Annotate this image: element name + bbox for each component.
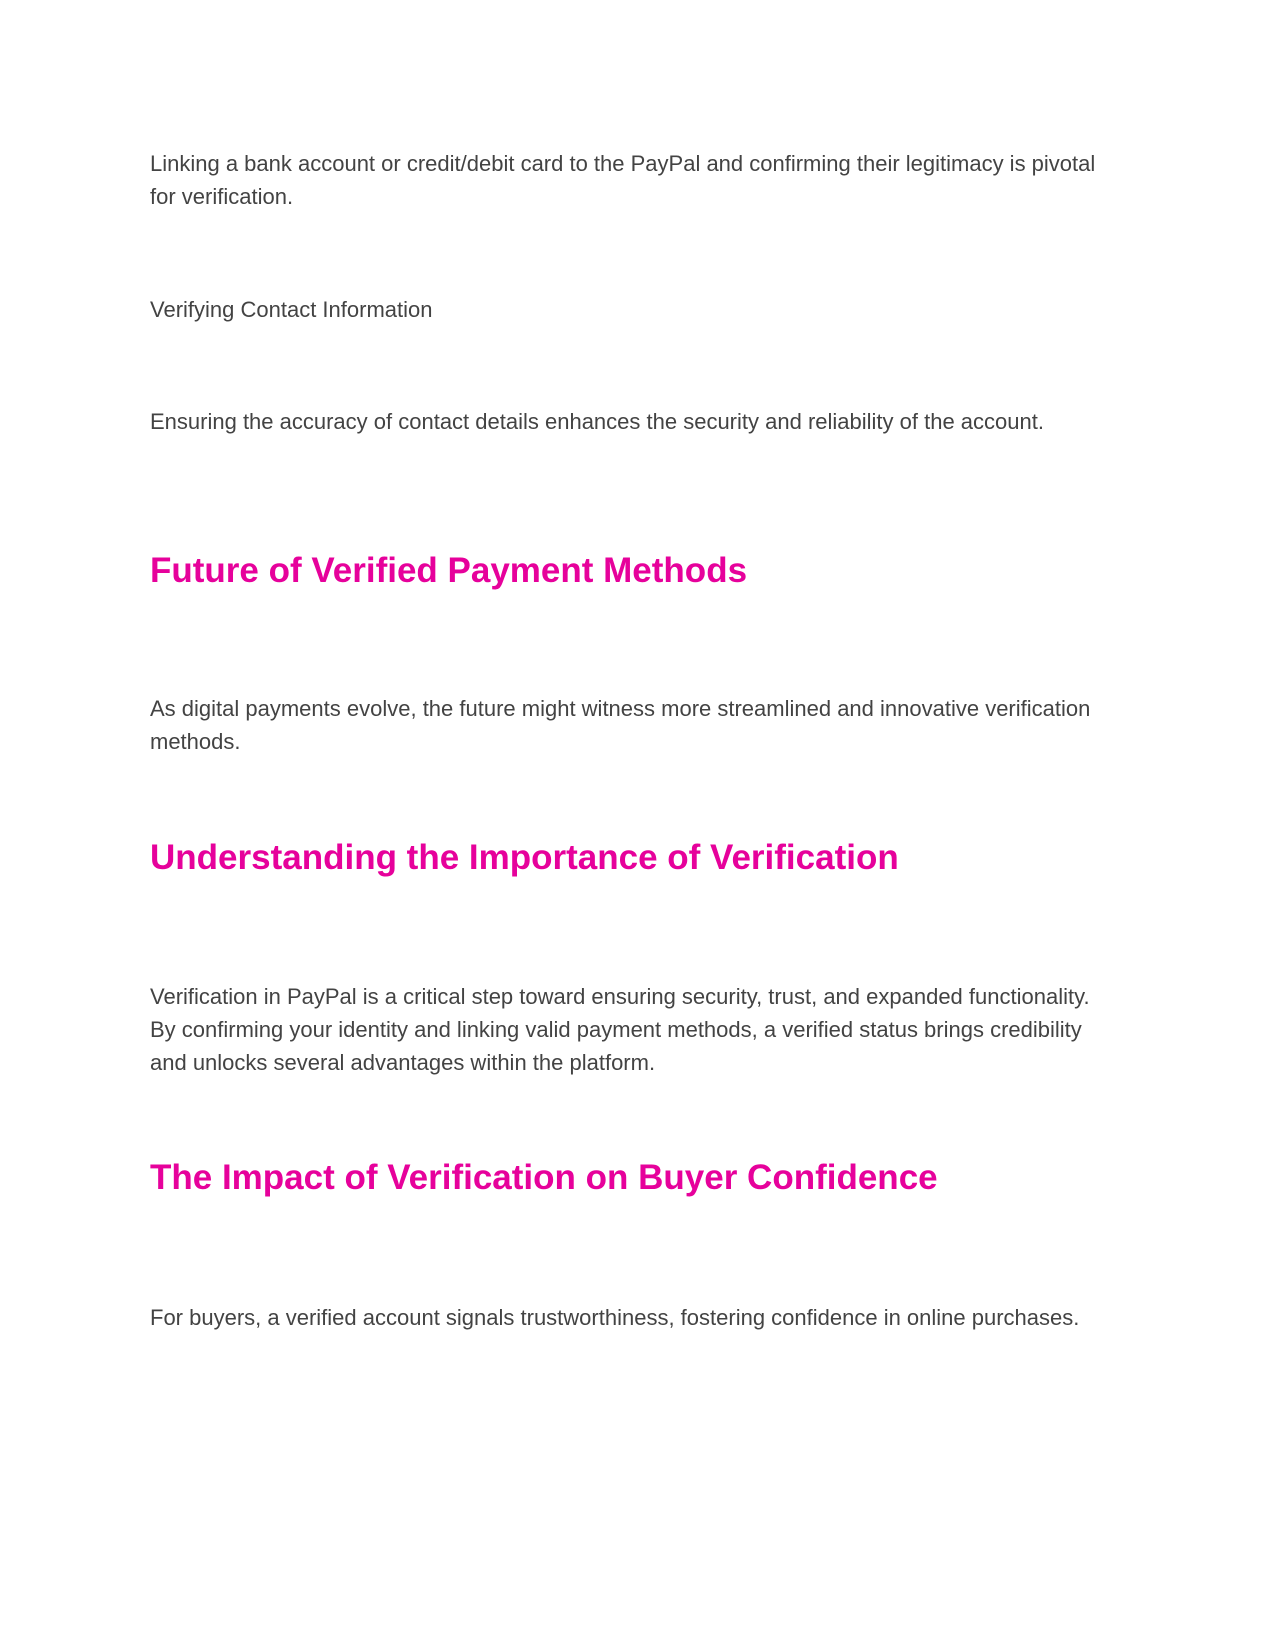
paragraph-future-methods: As digital payments evolve, the future might witness more streamlined and innovative verification methods.	[150, 696, 1091, 754]
heading-importance-of-verification: Understanding the Importance of Verification	[150, 838, 899, 877]
paragraph-importance: Verification in PayPal is a critical step toward ensuring security, trust, and expanded functionality. By confirming your identity and linking valid payment methods, a verified status brings credibility and unlocks several advantages within the platform.	[150, 984, 1090, 1075]
heading-impact-buyer-confidence: The Impact of Verification on Buyer Confidence	[150, 1158, 938, 1197]
subheading-verifying-contact: Verifying Contact Information	[150, 297, 433, 322]
heading-future-verified-payment: Future of Verified Payment Methods	[150, 551, 748, 590]
paragraph-buyer-trust: For buyers, a verified account signals trustworthiness, fostering confidence in online purchases.	[150, 1305, 1080, 1330]
paragraph-contact-accuracy: Ensuring the accuracy of contact details enhances the security and reliability of the account.	[150, 409, 1044, 434]
paragraph-linking-accounts: Linking a bank account or credit/debit card to the PayPal and confirming their legitimacy is pivotal for verification.	[150, 151, 1096, 209]
